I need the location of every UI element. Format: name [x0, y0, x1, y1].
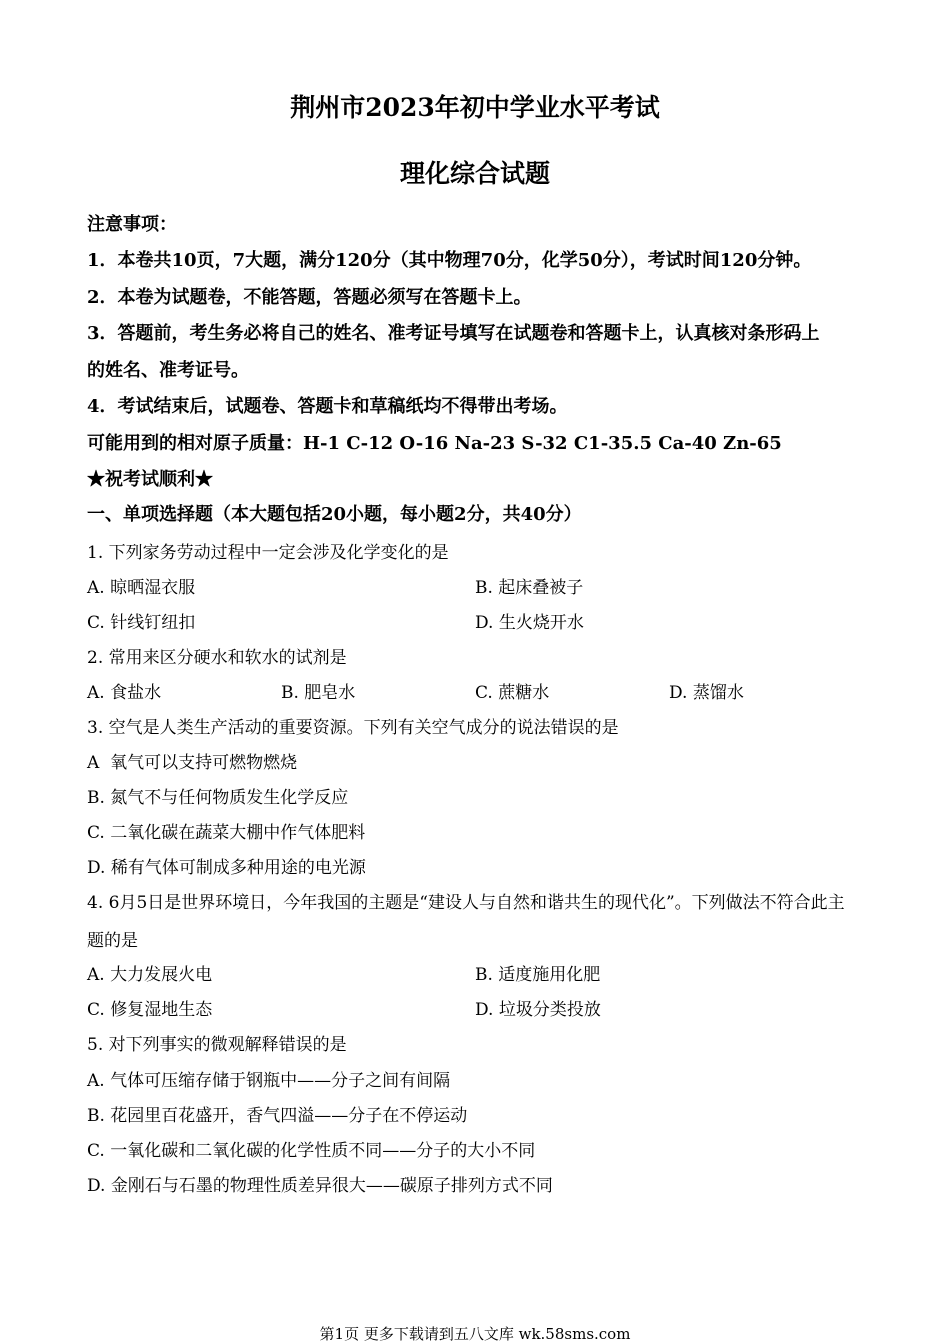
- option-c: C. 二氧化碳在蔬菜大棚中作气体肥料: [87, 823, 366, 843]
- option-d: D. 金刚石与石墨的物理性质差异很大——碳原子排列方式不同: [87, 1176, 553, 1196]
- page-subtitle: 理化综合试题: [399, 159, 550, 188]
- atomic-masses: 可能用到的相对原子质量：H-1 C-12 O-16 Na-23 S-32 C1-35.5 Ca-40 Zn-65: [87, 433, 782, 454]
- option-a: A 氧气可以支持可燃物燃烧: [87, 753, 298, 773]
- question-stem: 1. 下列家务劳动过程中一定会涉及化学变化的是: [87, 543, 449, 563]
- notice-item: 2．本卷为试题卷，不能答题，答题必须写在答题卡上。: [87, 287, 532, 308]
- notice-heading: 注意事项：: [87, 214, 177, 235]
- notice-item: 1．本卷共10页，7大题，满分120分（其中物理70分，化学50分），考试时间120分钟。: [87, 250, 812, 271]
- page-footer: 第1页 更多下载请到五八文库 wk.58sms.com: [319, 1325, 631, 1343]
- option-d: D. 垃圾分类投放: [475, 1000, 601, 1020]
- question-stem: 5. 对下列事实的微观解释错误的是: [87, 1035, 347, 1055]
- option-b: B. 起床叠被子: [475, 578, 584, 598]
- notice-item: 3．答题前，考生务必将自己的姓名、准考证号填写在试题卷和答题卡上，认真核对条形码上: [87, 323, 820, 344]
- option-d: D. 生火烧开水: [475, 613, 584, 633]
- page-title: 荆州市2023年初中学业水平考试: [290, 93, 660, 122]
- option-b: B. 适度施用化肥: [475, 965, 601, 985]
- option-c: C. 一氧化碳和二氧化碳的化学性质不同——分子的大小不同: [87, 1141, 536, 1161]
- option-b: B. 氮气不与任何物质发生化学反应: [87, 788, 349, 808]
- section-heading: 一、单项选择题（本大题包括20小题，每小题2分，共40分）: [87, 504, 582, 525]
- option-b: B. 肥皂水: [281, 683, 356, 703]
- question-stem: 2. 常用来区分硬水和软水的试剂是: [87, 648, 347, 668]
- option-a: A. 大力发展火电: [87, 965, 213, 985]
- option-a: A. 食盐水: [87, 683, 162, 703]
- option-b: B. 花园里百花盛开，香气四溢——分子在不停运动: [87, 1106, 468, 1126]
- question-stem: 4. 6月5日是世界环境日，今年我国的主题是“建设人与自然和谐共生的现代化”。下列做法不符合此主: [87, 893, 845, 913]
- notice-item: 4．考试结束后，试题卷、答题卡和草稿纸均不得带出考场。: [87, 396, 568, 417]
- option-a: A. 气体可压缩存储于钢瓶中——分子之间有间隔: [87, 1071, 451, 1091]
- option-c: C. 蔗糖水: [475, 683, 550, 703]
- option-a: A. 晾晒湿衣服: [87, 578, 196, 598]
- option-c: C. 针线钉纽扣: [87, 613, 196, 633]
- notice-item: 的姓名、准考证号。: [87, 360, 249, 381]
- question-stem: 3. 空气是人类生产活动的重要资源。下列有关空气成分的说法错误的是: [87, 718, 619, 738]
- option-d: D. 蒸馏水: [669, 683, 744, 703]
- option-c: C. 修复湿地生态: [87, 1000, 213, 1020]
- wish-line: ★祝考试顺利★: [87, 469, 213, 490]
- question-stem-continued: 题的是: [87, 931, 138, 951]
- option-d: D. 稀有气体可制成多种用途的电光源: [87, 858, 366, 878]
